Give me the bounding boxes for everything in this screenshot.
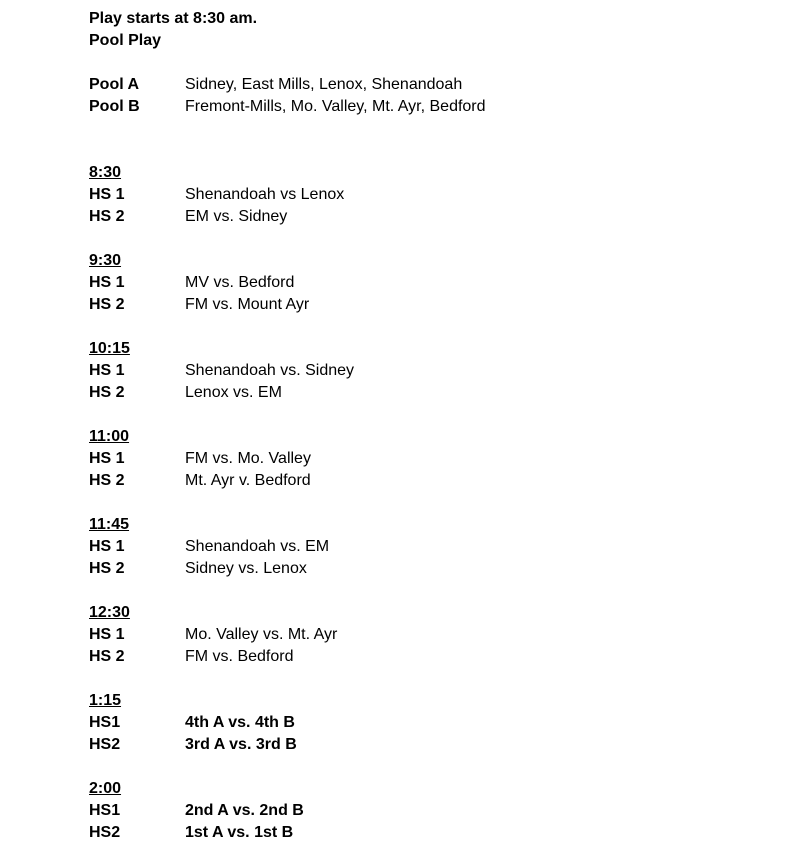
pool-label: Pool B [89,98,140,115]
court-label: HS 1 [89,538,125,555]
spacer [89,52,789,74]
game-row [89,448,789,470]
game-matchup: Lenox vs. EM [185,384,282,401]
court-label: HS 1 [89,362,125,379]
court-label: HS 2 [89,384,125,401]
game-matchup: Shenandoah vs. EM [185,538,330,555]
court-label: HS 2 [89,208,125,225]
court-label: HS2 [89,736,121,753]
time-slot-heading: 8:30 [89,164,122,181]
game-row [89,470,789,492]
game-matchup: 4th A vs. 4th B [185,714,295,731]
game-matchup: 3rd A vs. 3rd B [185,736,297,753]
time-slot-heading: 10:15 [89,340,130,357]
court-label: HS 2 [89,648,125,665]
game-matchup: 1st A vs. 1st B [185,824,294,841]
game-row [89,822,789,844]
game-row [89,536,789,558]
game-matchup: Shenandoah vs. Sidney [185,362,355,379]
spacer [89,492,789,514]
game-row [89,184,789,206]
spacer [89,404,789,426]
spacer [89,668,789,690]
pool-row [89,74,789,96]
start-time-note: Play starts at 8:30 am. [89,10,258,27]
spacer [89,580,789,602]
game-row [89,734,789,756]
pool-teams: Sidney, East Mills, Lenox, Shenandoah [185,76,463,93]
court-label: HS 2 [89,560,125,577]
game-matchup: FM vs. Mo. Valley [185,450,311,467]
game-matchup: FM vs. Bedford [185,648,294,665]
pool-row [89,96,789,118]
game-row [89,206,789,228]
pool-teams: Fremont-Mills, Mo. Valley, Mt. Ayr, Bedford [185,98,486,115]
spacer [89,316,789,338]
court-label: HS2 [89,824,121,841]
game-matchup: 2nd A vs. 2nd B [185,802,304,819]
court-label: HS 1 [89,626,125,643]
game-row [89,712,789,734]
time-slot-heading: 11:45 [89,516,130,533]
game-row [89,382,789,404]
pool-label: Pool A [89,76,140,93]
court-label: HS 2 [89,472,125,489]
court-label: HS1 [89,802,121,819]
schedule-document [89,8,789,844]
game-row [89,294,789,316]
spacer [89,756,789,778]
spacer [89,228,789,250]
court-label: HS 1 [89,450,125,467]
game-row [89,272,789,294]
court-label: HS 2 [89,296,125,313]
time-slot-heading: 9:30 [89,252,122,269]
section-title: Pool Play [89,32,162,49]
game-row [89,800,789,822]
game-matchup: Mt. Ayr v. Bedford [185,472,311,489]
game-matchup: Mo. Valley vs. Mt. Ayr [185,626,338,643]
game-matchup: MV vs. Bedford [185,274,295,291]
game-row [89,646,789,668]
game-row [89,558,789,580]
game-row [89,360,789,382]
court-label: HS 1 [89,186,125,203]
time-slot-heading: 2:00 [89,780,122,797]
game-matchup: FM vs. Mount Ayr [185,296,310,313]
game-row [89,624,789,646]
court-label: HS 1 [89,274,125,291]
spacer [89,118,789,162]
time-slot-heading: 1:15 [89,692,122,709]
time-slot-heading: 12:30 [89,604,130,621]
game-matchup: Shenandoah vs Lenox [185,186,345,203]
game-matchup: EM vs. Sidney [185,208,288,225]
game-matchup: Sidney vs. Lenox [185,560,307,577]
time-slot-heading: 11:00 [89,428,130,445]
court-label: HS1 [89,714,121,731]
